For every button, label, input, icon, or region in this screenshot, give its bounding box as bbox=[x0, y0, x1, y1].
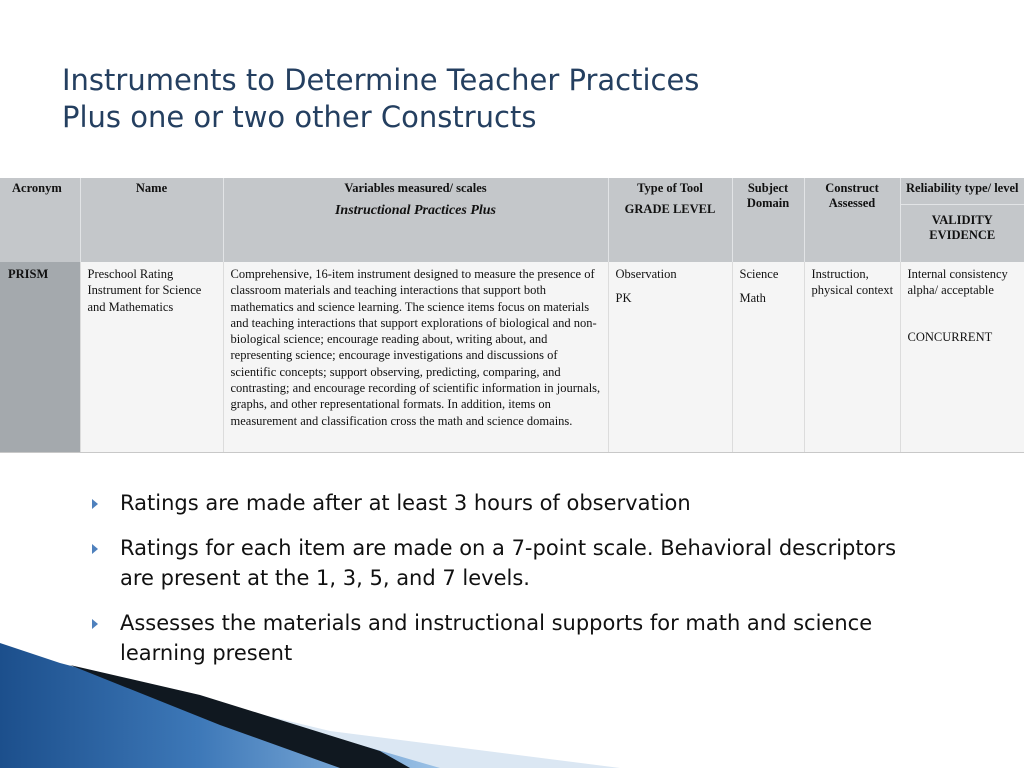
cell-name: Preschool Rating Instrument for Science and Mathematics bbox=[80, 262, 223, 452]
bullet-text: Ratings for each item are made on a 7-point scale. Behavioral descriptors are present at the 1, 3, 5, and 7 levels. bbox=[120, 536, 897, 590]
header-validity: VALIDITY EVIDENCE bbox=[901, 204, 1024, 243]
title-line-1: Instruments to Determine Teacher Practices bbox=[62, 63, 700, 97]
header-grade-level: GRADE LEVEL bbox=[624, 202, 716, 216]
header-variables-label: Variables measured/ scales bbox=[344, 181, 487, 195]
cell-validity-text: CONCURRENT bbox=[907, 329, 993, 344]
cell-grade-level: PK bbox=[615, 291, 632, 306]
table-row bbox=[0, 262, 1024, 452]
instrument-table bbox=[0, 178, 1024, 452]
cell-reliability bbox=[900, 262, 1024, 452]
table-header-row bbox=[0, 178, 1024, 262]
header-construct: Construct Assessed bbox=[804, 178, 900, 262]
cell-subject-domain bbox=[732, 262, 804, 452]
header-subject-domain: Subject Domain bbox=[732, 178, 804, 262]
cell-acronym: PRISM bbox=[0, 262, 80, 452]
bullet-item bbox=[90, 488, 920, 518]
header-reliability-label: Reliability type/ level bbox=[906, 181, 1019, 195]
cell-subject-2: Math bbox=[739, 291, 766, 306]
bullet-item bbox=[90, 533, 920, 593]
slide-title bbox=[62, 62, 699, 136]
bullet-arrow-icon bbox=[92, 544, 98, 554]
header-type-tool-label: Type of Tool bbox=[637, 181, 703, 195]
header-variables bbox=[223, 178, 608, 262]
header-reliability bbox=[900, 178, 1024, 262]
cell-reliability-text: Internal consistency alpha/ acceptable bbox=[907, 267, 1008, 298]
corner-wave-decoration bbox=[0, 643, 620, 768]
title-line-2: Plus one or two other Constructs bbox=[62, 100, 537, 134]
header-name: Name bbox=[80, 178, 223, 262]
cell-type-tool bbox=[608, 262, 732, 452]
bullet-arrow-icon bbox=[92, 499, 98, 509]
header-type-tool bbox=[608, 178, 732, 262]
cell-variables: Comprehensive, 16-item instrument designed to measure the presence of classroom materials and teaching interactions that support both mathematics and science learning. The science items focus on materials and teaching interactions that support explorations of biological and non-biological science; encourage reading about, writing about, and representing science; encourage investigations and discussions of scientific concepts; support observing, predicting, comparing, and contrasting; and encourage recording of scientific information in journals, graphs, and other representational formats. In addition, items on measurement and classification cross the math and science domains. bbox=[223, 262, 608, 452]
cell-tool-type: Observation bbox=[615, 267, 677, 281]
cell-construct: Instruction, physical context bbox=[804, 262, 900, 452]
header-acronym: Acronym bbox=[12, 181, 62, 195]
cell-subject-1: Science bbox=[739, 267, 779, 281]
bullet-text: Assesses the materials and instructional supports for math and science learning present bbox=[120, 611, 873, 665]
header-variables-sub: Instructional Practices Plus bbox=[334, 203, 497, 218]
bullet-arrow-icon bbox=[92, 619, 98, 629]
bullet-text: Ratings are made after at least 3 hours of observation bbox=[120, 491, 691, 515]
